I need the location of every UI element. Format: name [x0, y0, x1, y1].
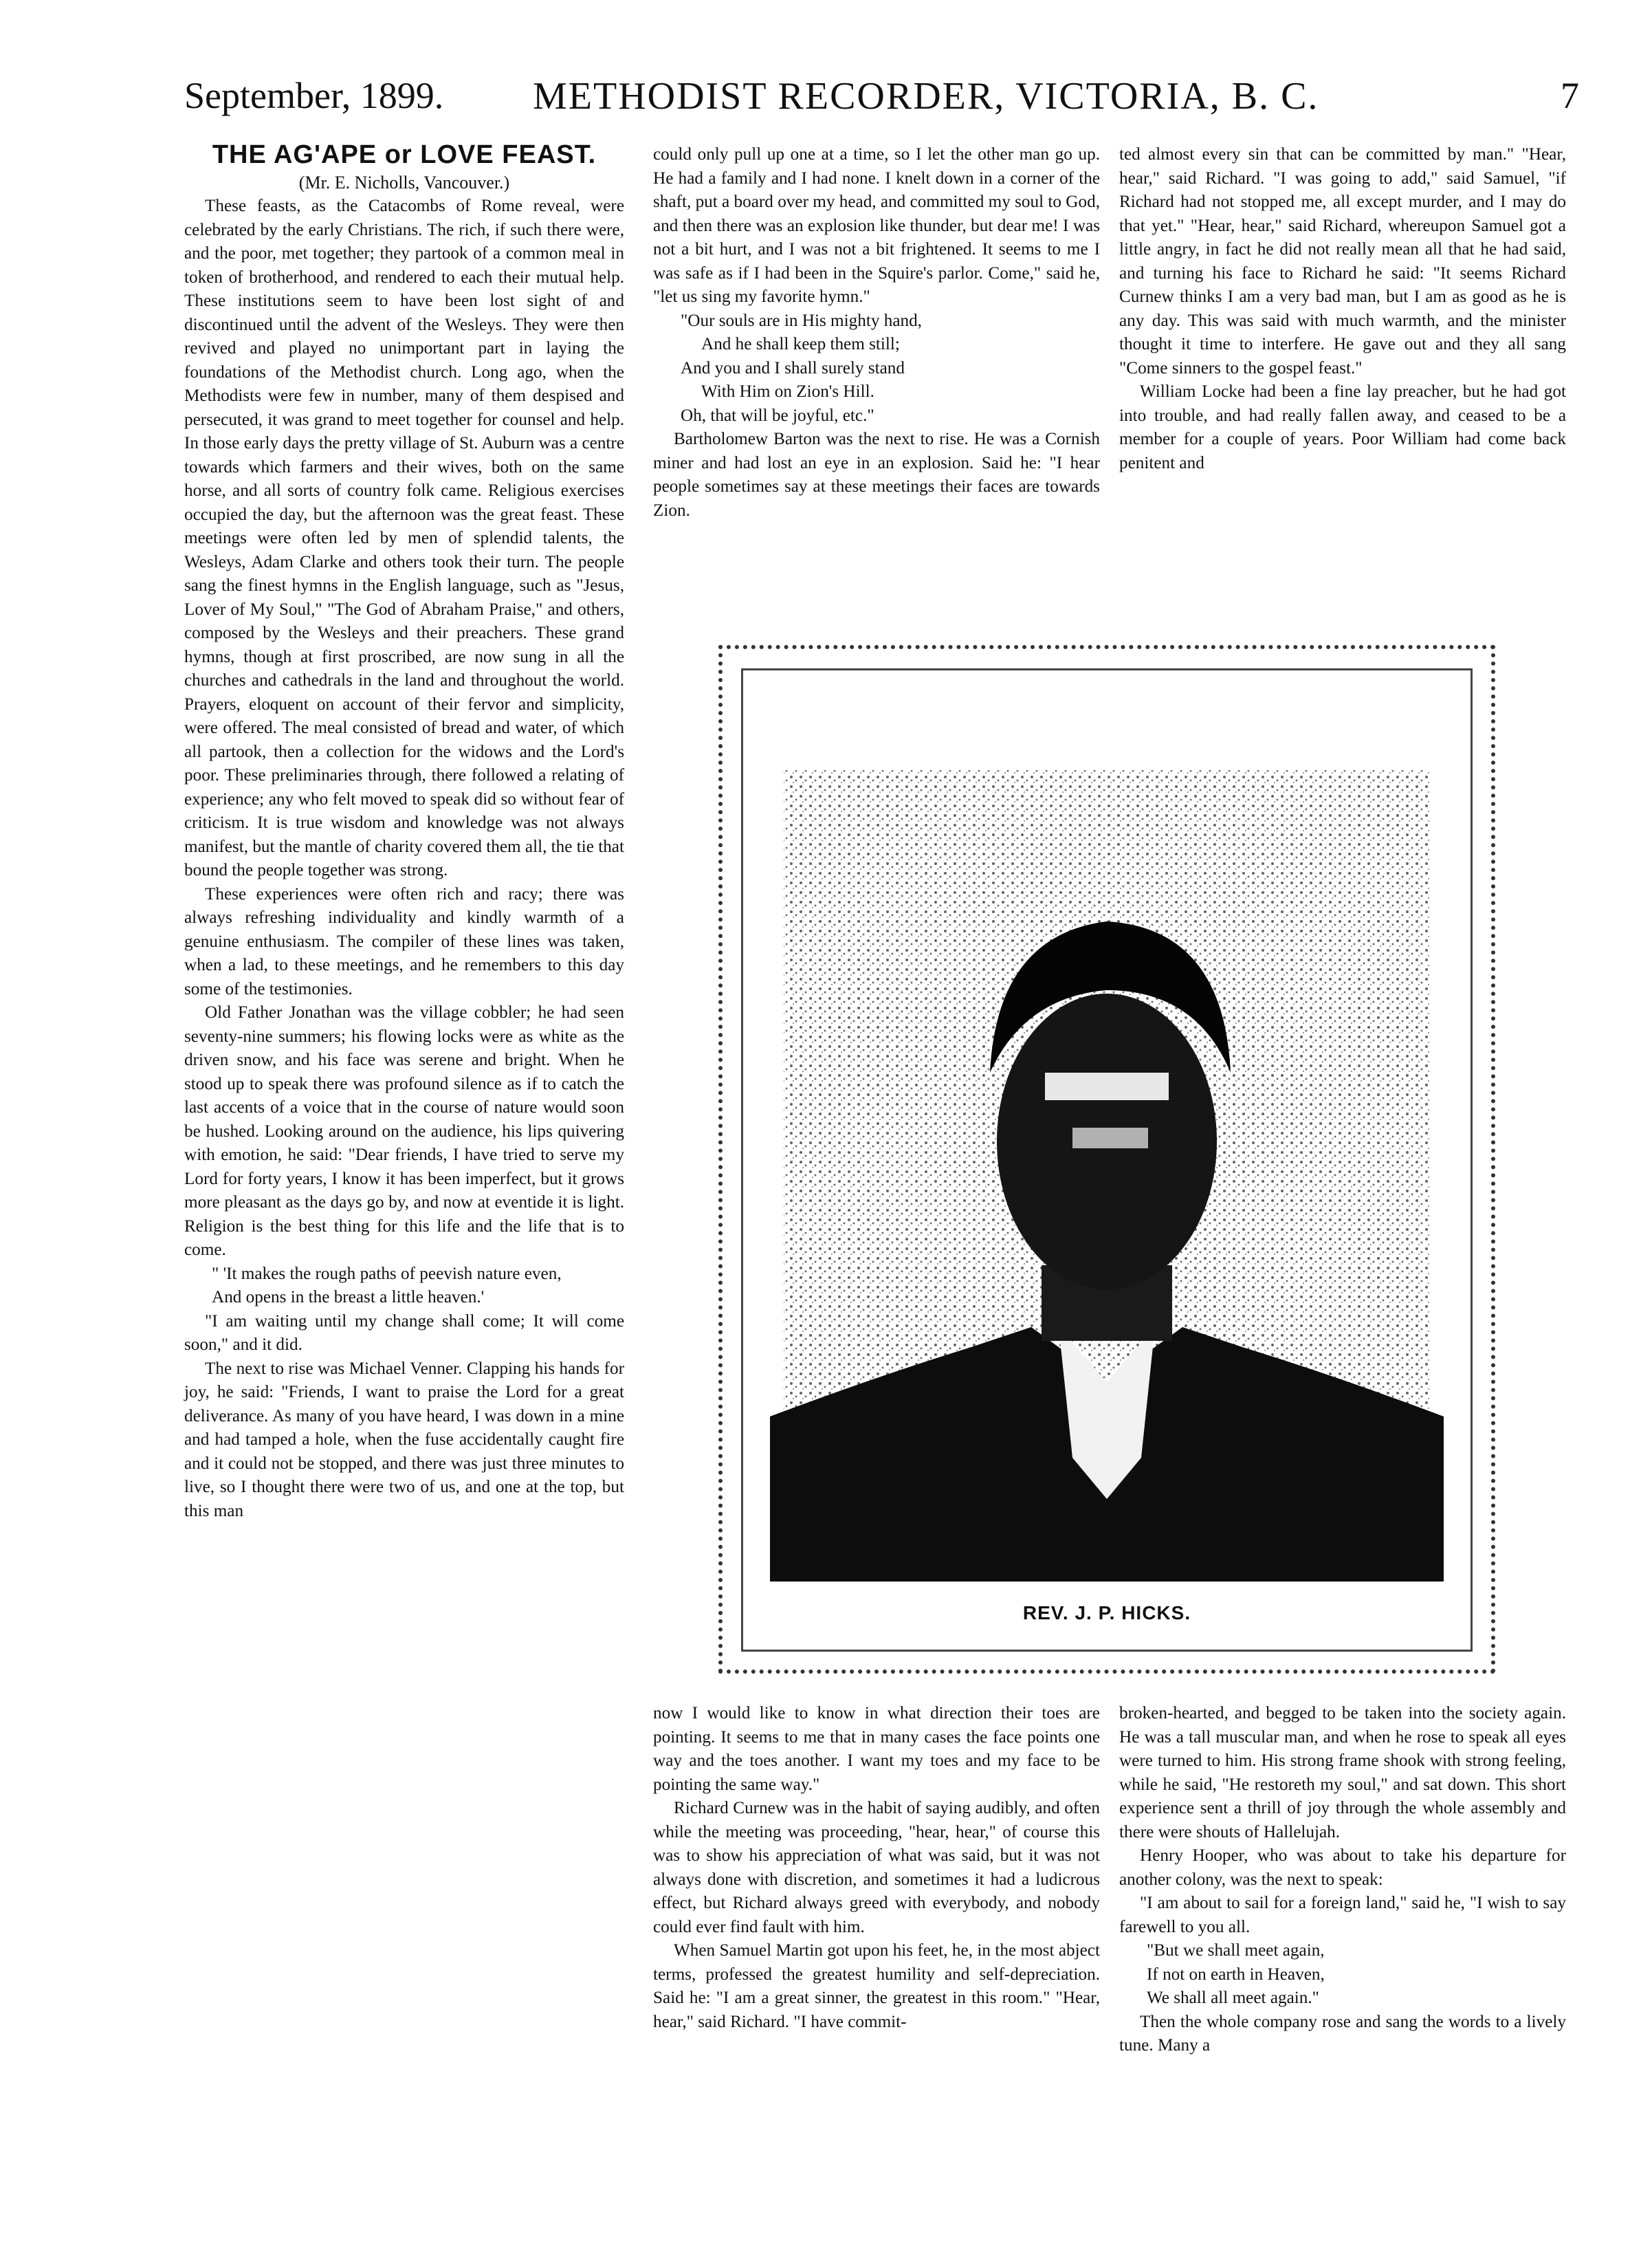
paragraph: Old Father Jonathan was the village cobbler; he had seen seventy-nine summers; his flowing locks were as white as the driven snow, and his face was serene and bright. When he stood up to speak there was profound silence as if to catch the last accents of a voice that in the course of nature would soon be hushed. Looking around on the audience, his lips quivering with emotion, he said: "Dear friends, I have tried to serve my Lord for forty years, I know it has been imperfect, but it grows more pleasant as the days go by, and now at eventide it is light. Religion is the best thing for this life and the life that is to come.	[184, 1003, 624, 1259]
paragraph: "I am waiting until my change shall come; It will come soon," and it did.	[184, 1311, 624, 1354]
paragraph: These experiences were often rich and racy; there was always refreshing individuality and kindly warmth of a genuine enthusiasm. The compiler of these lines was taken, when a lad, to these meetings, and he remembers to this day some of the testimonies.	[184, 884, 624, 998]
verse-line: "But we shall meet again,	[1147, 1941, 1325, 1960]
verse-line: Oh, that will be joyful, etc."	[681, 406, 874, 425]
photo-caption: REV. J. P. HICKS.	[1022, 1602, 1191, 1623]
paragraph: When Samuel Martin got upon his feet, he, in the most abject terms, professed the greatest humility and self-depreciation. Said he: "I am a great sinner, the greatest in this room." "Hear, hear," said Richard. "I have commit-	[653, 1941, 1100, 2031]
portrait-photo	[770, 688, 1444, 1582]
verse-line: We shall all meet again."	[1147, 1989, 1319, 2007]
verse-line: " 'It makes the rough paths of peevish nature even,	[212, 1264, 562, 1283]
paragraph: could only pull up one at a time, so I let the other man go up. He had a family and I had none. I knelt down in a corner of the shaft, put a board over my head, and committed my soul to God, and then there was an explosion like thunder, but dear me! I was not a bit hurt, and I was not a bit frightened. It seems to me I was safe as if I had been in the Squire's parlor. Come," said he, "let us sing my favorite hymn."	[653, 145, 1100, 306]
verse-line: And you and I shall surely stand	[681, 358, 905, 378]
article-column-2-bottom	[653, 1702, 1100, 2034]
paragraph: William Locke had been a fine lay preacher, but he had got into trouble, and had really fallen away, and ceased to be a member for a couple of years. Poor William had come back penitent and	[1119, 382, 1566, 472]
paragraph: broken-hearted, and begged to be taken into the society again. He was a tall muscular man, and when he rose to speak all eyes were turned to him. His strong frame shook with strong feeling, while he said, "He restoreth my soul," and sat down. This short experience sent a thrill of joy through the whole assembly and there were shouts of Hallelujah.	[1119, 1704, 1566, 1841]
paragraph: Then the whole company rose and sang the words to a lively tune. Many a	[1119, 2012, 1566, 2055]
verse-line: With Him on Zion's Hill.	[701, 382, 874, 401]
paragraph: Henry Hooper, who was about to take his departure for another colony, was the next to speak:	[1119, 1846, 1566, 1889]
page-number: 7	[1561, 75, 1579, 116]
publication-title: METHODIST RECORDER, VICTORIA, B. C.	[533, 75, 1319, 118]
article-column-3-top	[1119, 143, 1566, 475]
paragraph: ted almost every sin that can be committed by man." "Hear, hear," said Richard. "I was going to add," said Samuel, "if Richard had not stopped me, all except murder, and I may do that yet." "Hear, hear," said Richard, whereupon Samuel got a little angry, in fact he did not really mean all that he had said, and turning his face to Richard he said: "It seems Richard Curnew thinks I am a very bad man, but I am as good as he is any day. This was said with much warmth, and the minister thought it time to interfere. He gave out and they all sang "Come sinners to the gospel feast."	[1119, 145, 1566, 378]
article-author: (Mr. E. Nicholls, Vancouver.)	[298, 172, 510, 193]
verse-line: If not on earth in Heaven,	[1147, 1965, 1325, 1984]
paragraph: The next to rise was Michael Venner. Clapping his hands for joy, he said: "Friends, I want to praise the Lord for a great deliverance. As many of you have heard, I was down in a mine and had tamped a hole, when the fuse accidentally caught fire and it could not be stopped, and there was just three minutes to live, so I thought there were two of us, and one at the top, but this man	[184, 1359, 624, 1520]
verse-line: "Our souls are in His mighty hand,	[681, 311, 922, 330]
article-column-1	[184, 140, 624, 1523]
quoted-verse	[184, 1262, 624, 1310]
farewell-verse	[1119, 1939, 1566, 2011]
paragraph: now I would like to know in what direction their toes are pointing. It seems to me that in many cases the face points one way and the toes another. I want my toes and my face to be pointing the same way."	[653, 1704, 1100, 1794]
hymn-verse	[653, 309, 1100, 428]
article-column-3-bottom	[1119, 1702, 1566, 2058]
paragraph: Bartholomew Barton was the next to rise. He was a Cornish miner and had lost an eye in an explosion. Said he: "I hear people sometimes say at these meetings their faces are towards Zion.	[653, 430, 1100, 520]
page-header	[0, 74, 1652, 136]
paragraph: These feasts, as the Catacombs of Rome reveal, were celebrated by the early Christians. The rich, if such there were, and the poor, met together; they partook of a common meal in token of brotherhood, and rendered to each their mutual help. These institutions seem to have been lost sight of and discontinued until the advent of the Wesleys. They were then revived and played no unimportant part in laying the foundations of the Methodist church. Long ago, when the Methodists were few in number, many of them despised and persecuted, it was grand to meet together for counsel and help. In those early days the pretty village of St. Auburn was a centre towards which farmers and their wives, both on the same horse, and all sorts of country folk came. Religious exercises occupied the day, but the afternoon was the great feast. These meetings were often led by men of splendid talents, the Wesleys, Adam Clarke and others took their turn. The people sang the finest hymns in the English language, such as "Jesus, Lover of My Soul," "The God of Abraham Praise," and others, composed by the Wesleys and their preachers. These grand hymns, though at first proscribed, are now sung in all the churches and cathedrals in the land and throughout the world. Prayers, eloquent on account of their fervor and simplicity, were offered. The meal consisted of bread and water, of which all partook, then a collection for the widows and the Lord's poor. These preliminaries through, there followed a relating of experience; any who felt moved to speak did so without fear of criticism. It is true wisdom and knowledge was not always manifest, but the mantle of charity covered them all, the tie that bound the people together was strong.	[184, 197, 624, 879]
verse-line: And opens in the breast a little heaven.'	[212, 1288, 485, 1306]
paragraph: Richard Curnew was in the habit of saying audibly, and often while the meeting was proceeding, "hear, hear," of course this was to show his appreciation of what was said, but it was not always done with discretion, and sometimes it had a ludicrous effect, but Richard always greed with everybody, and nobody could ever find fault with him.	[653, 1799, 1100, 1936]
issue-date: September, 1899.	[184, 75, 444, 116]
verse-line: And he shall keep them still;	[701, 335, 900, 353]
article-column-2-top	[653, 143, 1100, 523]
paragraph: "I am about to sail for a foreign land," said he, "I wish to say farewell to you all.	[1119, 1894, 1566, 1936]
article-title: THE AG'APE or LOVE FEAST.	[212, 140, 597, 169]
